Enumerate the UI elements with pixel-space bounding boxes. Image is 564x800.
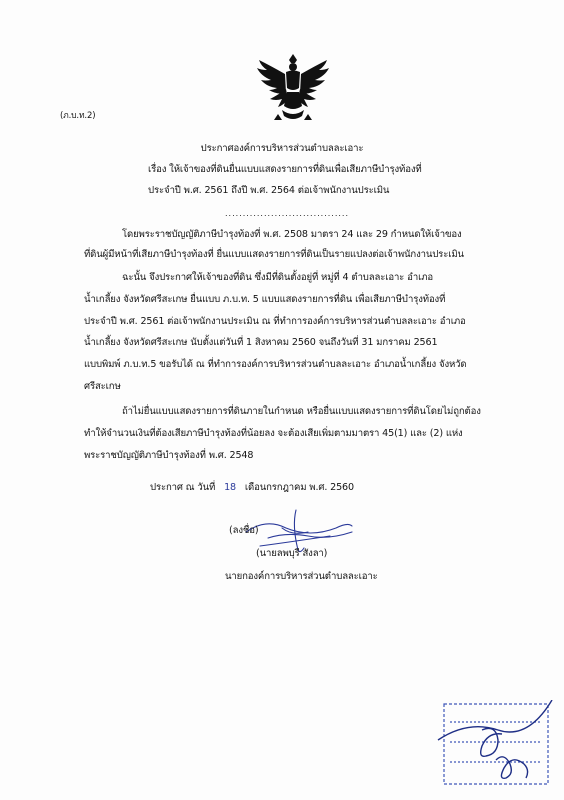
body-line: ที่ดินผู้มีหน้าที่เสียภาษีบำรุงท้องที่ ยื่นแบบแสดงรายการที่ดินเป็นรายแปลงต่อเจ้าพนักงานประเมิน	[84, 249, 464, 260]
body-line: น้ำเกลี้ยง จังหวัดศรีสะเกษ ยื่นแบบ ภ.บ.ท. 5 แบบแสดงรายการที่ดิน เพื่อเสียภาษีบำรุงท้องที่	[84, 294, 446, 305]
announce-date-line	[150, 482, 354, 494]
signer-title: นายกองค์การบริหารส่วนตำบลละเอาะ	[225, 571, 378, 582]
signed-label: (ลงชื่อ)	[229, 525, 259, 536]
separator-dots: ...................................	[225, 209, 350, 218]
body-line: โดยพระราชบัญญัติภาษีบำรุงท้องที่ พ.ศ. 2508 มาตรา 24 และ 29 กำหนดให้เจ้าของ	[122, 229, 462, 240]
body-line: น้ำเกลี้ยง จังหวัดศรีสะเกษ นับตั้งแต่วันที่ 1 สิงหาคม 2560 จนถึงวันที่ 31 มกราคม 2561	[84, 337, 438, 348]
body-line: ศรีสะเกษ	[84, 381, 121, 392]
subject-line: เรื่อง ให้เจ้าของที่ดินยื่นแบบแสดงรายการที่ดินเพื่อเสียภาษีบำรุงท้องที่	[148, 164, 422, 175]
body-line: ทำให้จำนวนเงินที่ต้องเสียภาษีบำรุงท้องที่น้อยลง จะต้องเสียเพิ่มตามมาตรา 45(1) และ (2) แห่ง	[84, 428, 463, 439]
body-line: พระราชบัญญัติภาษีบำรุงท้องที่ พ.ศ. 2548	[84, 450, 254, 461]
announce-suffix: เดือนกรกฎาคม พ.ศ. 2560	[244, 482, 354, 493]
period-line: ประจำปี พ.ศ. 2561 ถึงปี พ.ศ. 2564 ต่อเจ้าพนักงานประเมิน	[148, 185, 390, 196]
announce-prefix: ประกาศ ณ วันที่	[150, 482, 216, 493]
issuer-heading: ประกาศองค์การบริหารส่วนตำบลละเอาะ	[200, 143, 364, 154]
announce-day: 18	[224, 482, 236, 493]
body-line: ถ้าไม่ยื่นแบบแสดงรายการที่ดินภายในกำหนด หรือยื่นแบบแสดงรายการที่ดินโดยไม่ถูกต้อง	[122, 406, 481, 417]
garuda-emblem-icon	[252, 52, 334, 122]
body-line: ฉะนั้น จึงประกาศให้เจ้าของที่ดิน ซึ่งมีที่ดินตั้งอยู่ที่ หมู่ที่ 4 ตำบลละเอาะ อำเภอ	[122, 272, 433, 283]
body-line: ประจำปี พ.ศ. 2561 ต่อเจ้าพนักงานประเมิน ณ ที่ทำการองค์การบริหารส่วนตำบลละเอาะ อำเภอ	[84, 316, 466, 327]
form-code: (ภ.บ.ท.2)	[60, 111, 96, 121]
received-stamp-icon	[436, 700, 554, 788]
body-line: แบบพิมพ์ ภ.บ.ท.5 ขอรับได้ ณ ที่ทำการองค์การบริหารส่วนตำบลละเอาะ อำเภอน้ำเกลี้ยง จังหวัด	[84, 359, 467, 370]
signer-name: (นายลพบุรี สังลา)	[256, 548, 328, 559]
